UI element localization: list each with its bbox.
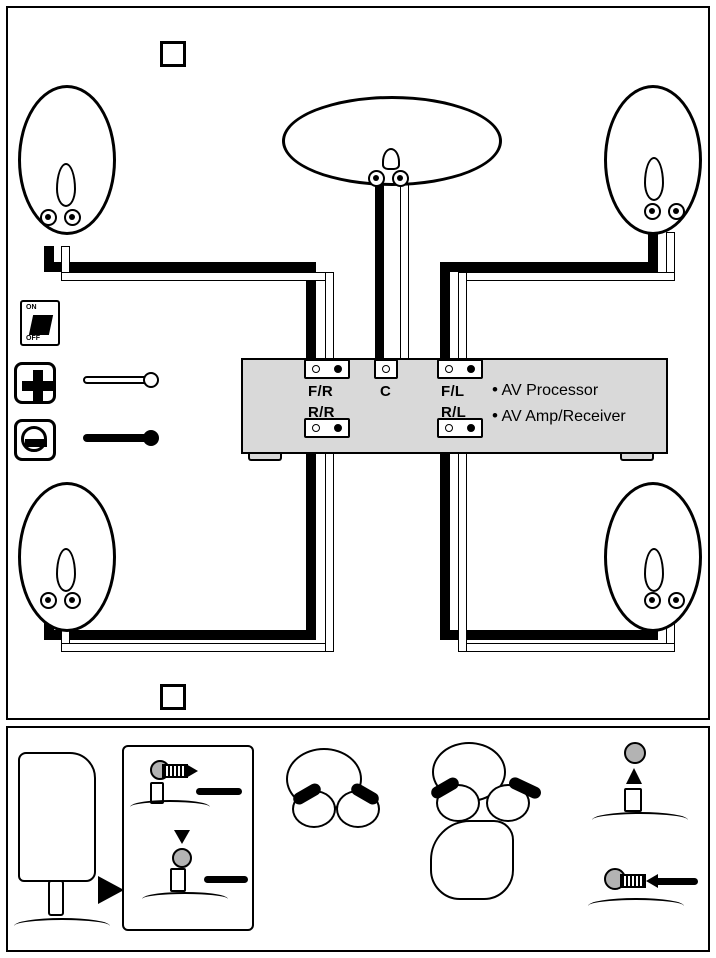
screwdriver-shaft-top xyxy=(196,788,242,795)
screwdriver-shaft-bottom xyxy=(204,876,248,883)
processor-text-av-processor: AV Processor xyxy=(501,382,599,399)
terminal-dot-negative xyxy=(334,424,342,432)
wire-c-black xyxy=(375,178,384,366)
speaker-center-cone xyxy=(382,148,400,170)
speaker-front-left-terminals xyxy=(644,203,690,221)
tv-neck xyxy=(48,880,64,916)
stand-base-tighten xyxy=(588,898,684,914)
terminal-dot-positive xyxy=(382,365,390,373)
wire-rl-black-seg2 xyxy=(440,630,658,640)
terminal-ring-negative xyxy=(64,592,81,609)
terminal-ring-positive xyxy=(644,203,661,220)
terminal-dot-positive xyxy=(312,365,320,373)
speaker-rear-left-cone xyxy=(644,548,664,592)
terminal-dot-negative xyxy=(467,424,475,432)
terminal-ring-positive xyxy=(40,592,57,609)
terminal-ring-positive xyxy=(40,209,57,226)
terminal-front-left[interactable] xyxy=(437,359,483,379)
tv-stand xyxy=(14,918,110,934)
hand-shape xyxy=(430,820,514,900)
switch-on-label: ON xyxy=(26,304,37,311)
stand-raise-icon xyxy=(624,742,646,764)
terminal-ring-negative xyxy=(668,592,685,609)
plus-badge-icon xyxy=(14,362,56,404)
mount-base-bottom xyxy=(142,892,228,906)
screwdriver-shaft-tighten xyxy=(652,878,698,885)
terminal-ring-positive xyxy=(644,592,661,609)
wire-rr-white-seg2 xyxy=(61,643,333,652)
knurled-screw-top xyxy=(162,764,188,778)
terminal-ring-negative xyxy=(392,170,409,187)
wire-c-white xyxy=(400,178,409,366)
speaker-center-terminals xyxy=(368,170,414,188)
black-lead-knob xyxy=(143,430,159,446)
tv-speaker-icon xyxy=(18,752,96,882)
switch-off-label: OFF xyxy=(26,335,40,342)
terminal-front-right[interactable] xyxy=(304,359,350,379)
step-marker-top xyxy=(160,41,186,67)
label-front-left: F/L xyxy=(441,383,465,400)
speaker-rear-right-terminals xyxy=(40,592,86,610)
wire-rr-black-seg3 xyxy=(306,432,316,640)
label-rear-left: R/L xyxy=(441,404,467,421)
speaker-post-cap-bottom xyxy=(172,848,192,868)
processor-text-av-amp-receiver: AV Amp/Receiver xyxy=(501,408,626,425)
arrow-down-icon xyxy=(174,830,190,844)
wire-rr-black-seg2 xyxy=(44,630,316,640)
wire-fl-black-seg3 xyxy=(440,262,450,368)
step-marker-bottom xyxy=(160,684,186,710)
bullet-icon: • xyxy=(492,406,498,425)
terminal-rear-right[interactable] xyxy=(304,418,350,438)
terminal-dot-positive xyxy=(445,365,453,373)
white-lead-knob xyxy=(143,372,159,388)
stand-neck-raise xyxy=(624,788,642,812)
wire-rl-white-seg2 xyxy=(458,643,675,652)
label-front-right: F/R xyxy=(308,383,334,400)
terminal-dot-negative xyxy=(334,365,342,373)
pointer-arrow-icon xyxy=(98,876,124,904)
terminal-ring-positive xyxy=(368,170,385,187)
mount-base-top xyxy=(130,800,210,814)
terminal-rear-left[interactable] xyxy=(437,418,483,438)
terminal-dot-positive xyxy=(445,424,453,432)
terminal-center[interactable] xyxy=(374,359,398,379)
speaker-front-right-terminals xyxy=(40,209,86,227)
stand-base-raise xyxy=(592,812,688,828)
speaker-rear-right-cone xyxy=(56,548,76,592)
speaker-front-right-cone xyxy=(56,163,76,207)
processor-foot-right xyxy=(620,454,654,461)
minus-badge-icon xyxy=(14,419,56,461)
wire-rl-white-seg3 xyxy=(458,432,467,652)
terminal-dot-positive xyxy=(312,424,320,432)
processor-foot-left xyxy=(248,454,282,461)
knurled-screw-tighten xyxy=(620,874,646,888)
speaker-front-left-cone xyxy=(644,157,664,201)
white-lead-wire xyxy=(83,376,151,384)
wire-rr-white-seg3 xyxy=(325,432,334,652)
arrow-right-icon xyxy=(186,764,198,778)
wire-fl-black-seg2 xyxy=(440,262,658,272)
power-switch-icon xyxy=(20,300,60,346)
wire-fr-white-seg2 xyxy=(61,272,333,281)
processor-text-line-2 xyxy=(492,407,626,426)
terminal-ring-negative xyxy=(64,209,81,226)
wire-fl-white-seg2 xyxy=(458,272,675,281)
wire-rl-black-seg3 xyxy=(440,432,450,640)
speaker-rear-left-terminals xyxy=(644,592,690,610)
processor-text-line-1 xyxy=(492,381,598,400)
bottom-illustration-frame xyxy=(6,726,710,952)
mount-neck-bottom xyxy=(170,868,186,892)
black-lead-wire xyxy=(83,434,151,442)
switch-lever xyxy=(29,315,53,335)
terminal-dot-negative xyxy=(467,365,475,373)
label-center: C xyxy=(380,383,392,400)
wire-fr-black-seg2 xyxy=(44,262,316,272)
wire-fl-white-seg3 xyxy=(458,272,467,368)
arrow-up-icon xyxy=(626,768,642,784)
terminal-ring-negative xyxy=(668,203,685,220)
bullet-icon: • xyxy=(492,380,498,399)
label-rear-right: R/R xyxy=(308,404,335,421)
wire-fr-white-seg3 xyxy=(325,272,334,368)
